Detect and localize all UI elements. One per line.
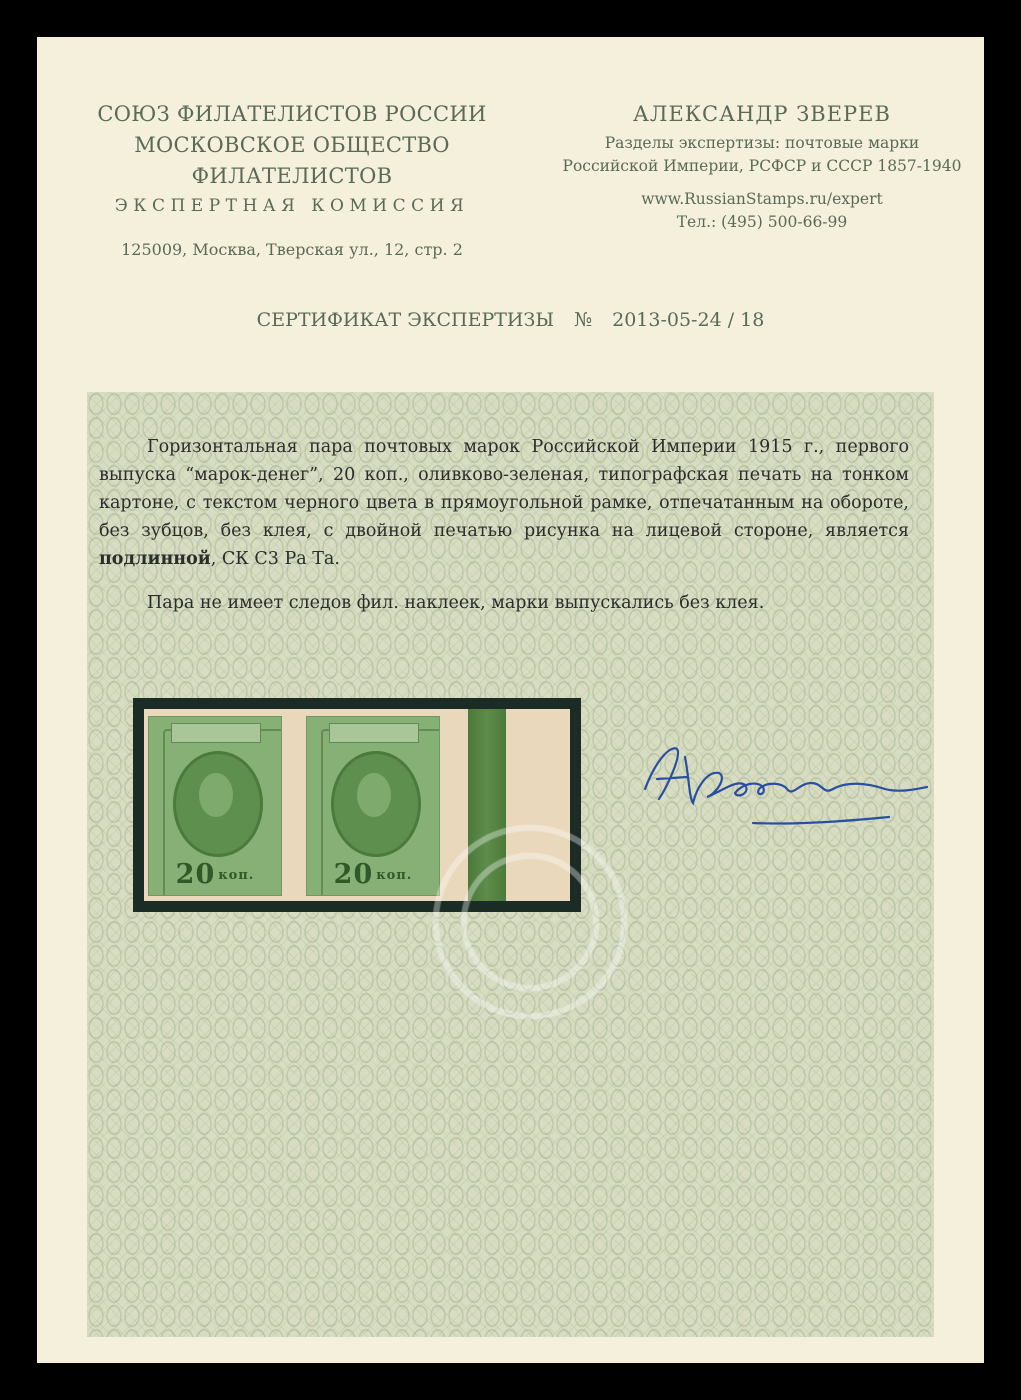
description-paragraph-2: Пара не имеет следов фил. наклеек, марки выпускались без клея. xyxy=(147,593,765,613)
stamp-left xyxy=(148,716,282,896)
stamp-value: 20 коп. xyxy=(175,859,255,890)
organization-header xyxy=(37,99,547,261)
expert-sections-line1: Разделы экспертизы: почтовые марки xyxy=(604,134,920,152)
stamp-right xyxy=(306,716,440,896)
org-name-union: СОЮЗ ФИЛАТЕЛИСТОВ РОССИИ xyxy=(97,102,487,126)
expert-name: АЛЕКСАНДР ЗВЕРЕВ xyxy=(633,102,891,126)
description-paragraph-1: Горизонтальная пара почтовых марок Российской Империи 1915 г., первого выпуска “марок-денег”, 20 коп., оливково-зеленая, типографская печать на тонком картоне, с текстом черного цвета в прямоугольной рамке, отпечатанным на обороте, без зубцов, без клея, с двойной печатью рисунка на лицевой стороне, является подлинной, СК С3 Ра Та. xyxy=(99,437,909,569)
org-name-society: МОСКОВСКОЕ ОБЩЕСТВО ФИЛАТЕЛИСТОВ xyxy=(134,133,450,188)
expert-sections-line2: Российской Империи, РСФСР и СССР 1857-1940 xyxy=(562,157,962,175)
expert-phone: Тел.: (495) 500-66-99 xyxy=(676,213,848,231)
certificate-number: 2013-05-24 / 18 xyxy=(612,309,765,331)
expert-website: www.RussianStamps.ru/expert xyxy=(641,190,883,208)
stamp-value: 20 коп. xyxy=(333,859,413,890)
certificate-sheet xyxy=(37,37,984,1363)
expert-header xyxy=(537,99,987,234)
certificate-title xyxy=(37,309,984,331)
authenticity-verdict: подлинной xyxy=(99,549,211,569)
certificate-description xyxy=(99,433,909,617)
expert-signature xyxy=(627,727,957,837)
org-address: 125009, Москва, Тверская ул., 12, стр. 2 xyxy=(121,240,463,259)
certificate-number-sign: № xyxy=(574,309,593,331)
certificate-title-text: СЕРТИФИКАТ ЭКСПЕРТИЗЫ xyxy=(256,309,555,331)
org-name-commission: ЭКСПЕРТНАЯ КОМИССИЯ xyxy=(114,196,470,216)
embossed-seal xyxy=(425,807,635,1037)
